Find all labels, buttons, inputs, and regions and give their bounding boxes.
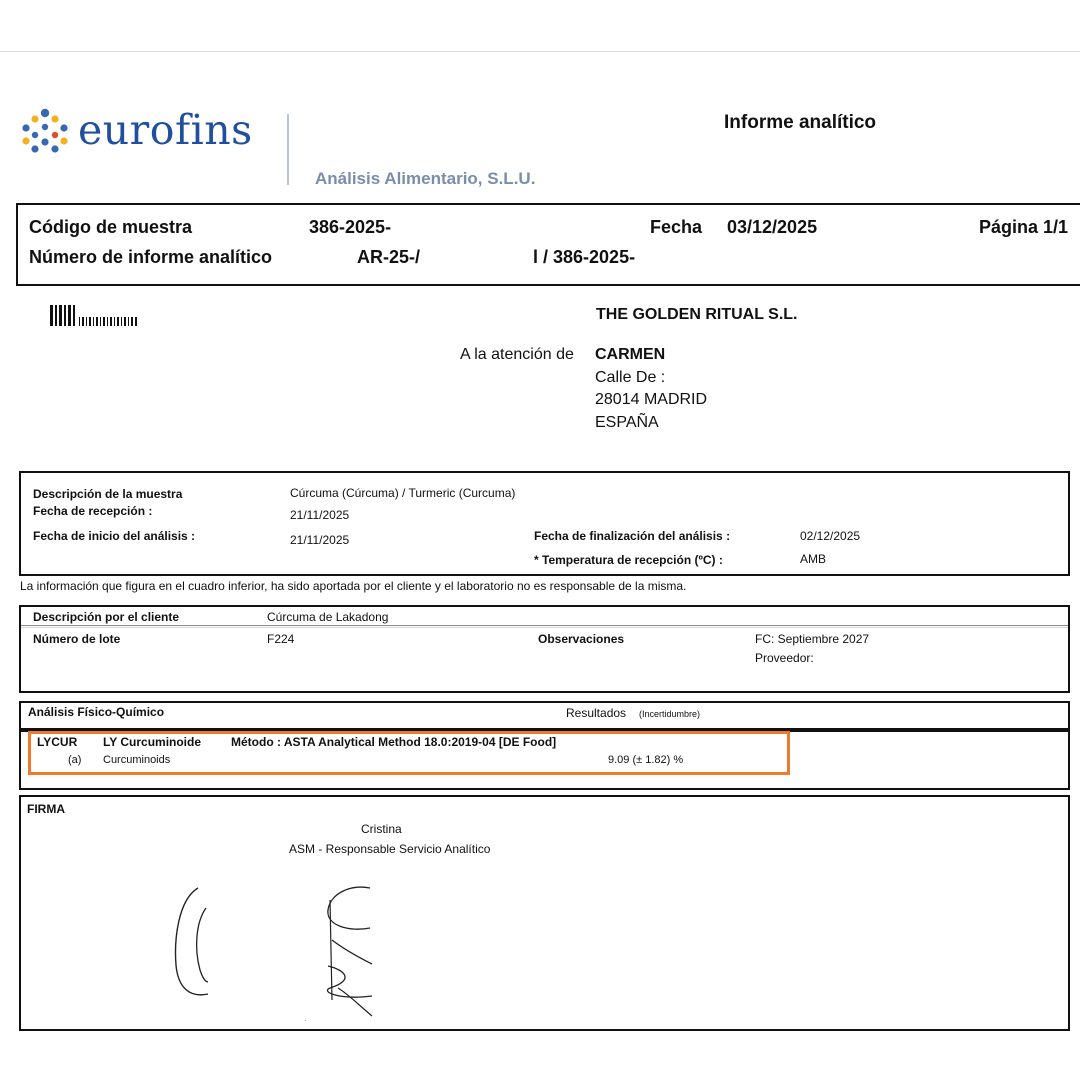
signature-redaction <box>208 870 320 1020</box>
result-row-name: Curcuminoids <box>103 754 171 766</box>
analysis-code: LYCUR <box>37 735 78 749</box>
sample-code-label: Código de muestra <box>29 217 193 237</box>
analysis-end-label: Fecha de finalización del análisis : <box>534 529 731 543</box>
uncertainty-label: (Incertidumbre) <box>639 709 701 719</box>
barcode-icon <box>50 305 140 327</box>
analysis-section-label: Análisis Físico-Químico <box>28 705 165 719</box>
analysis-name: LY Curcuminoide <box>103 735 202 749</box>
reception-date-label: Fecha de recepción : <box>33 504 153 518</box>
lot-number-label: Número de lote <box>33 632 121 646</box>
client-box-divider <box>21 625 1068 626</box>
result-row-marker: (a) <box>68 754 82 766</box>
top-divider <box>0 51 1080 52</box>
reception-temp-label: * Temperatura de recepción (ºC) : <box>534 553 723 567</box>
report-number-part-b: l / 386-2025- <box>533 247 636 267</box>
observations-line-2: Proveedor: <box>755 651 814 665</box>
observations-label: Observaciones <box>538 632 625 646</box>
address-street: Calle De : <box>595 369 666 386</box>
date-value: 03/12/2025 <box>727 217 818 237</box>
analysis-header-box <box>19 701 1070 730</box>
analysis-end-value: 02/12/2025 <box>800 529 861 543</box>
address-country: ESPAÑA <box>595 414 659 431</box>
signature-label: FIRMA <box>27 802 65 816</box>
contact-name: CARMEN <box>595 346 666 363</box>
sample-desc-value: Cúrcuma (Cúrcuma) / Turmeric (Curcuma) <box>290 486 516 500</box>
page-number: Página 1/1 <box>979 217 1069 237</box>
client-info-disclaimer: La información que figura en el cuadro inferior, ha sido aportada por el cliente y el laboratorio no es responsable de la misma. <box>20 579 687 593</box>
sample-code-value: 386-2025- <box>309 217 392 237</box>
client-desc-label: Descripción por el cliente <box>33 610 180 624</box>
client-company: THE GOLDEN RITUAL S.L. <box>596 306 798 323</box>
date-label: Fecha <box>650 217 703 237</box>
logo-separator <box>287 114 289 185</box>
result-row-value: 9.09 (± 1.82) % <box>608 754 684 766</box>
lot-number-value: F224 <box>267 632 295 646</box>
signer-name: Cristina <box>361 822 402 836</box>
eurofins-logo-icon <box>20 108 70 156</box>
logo-text: eurofins <box>78 106 253 154</box>
company-name: Análisis Alimentario, S.L.U. <box>315 169 536 188</box>
identification-box <box>16 203 1080 286</box>
reception-date-value: 21/11/2025 <box>290 508 350 522</box>
attention-label: A la atención de <box>460 346 574 363</box>
report-title: Informe analítico <box>724 112 877 133</box>
signer-role: ASM - Responsable Servicio Analítico <box>289 842 491 856</box>
client-desc-value: Cúrcuma de Lakadong <box>267 610 389 624</box>
analysis-start-label: Fecha de inicio del análisis : <box>33 529 196 543</box>
report-number-part-a: AR-25-/ <box>357 247 421 267</box>
analysis-method: Método : ASTA Analytical Method 18.0:2019-04 [DE Food] <box>231 735 557 749</box>
reception-temp-value: AMB <box>800 552 827 566</box>
address-city: 28014 MADRID <box>595 391 708 408</box>
report-number-label: Número de informe analítico <box>29 247 273 267</box>
client-box-divider-shadow <box>21 627 1068 628</box>
observations-line-1: FC: Septiembre 2027 <box>755 632 870 646</box>
analysis-start-value: 21/11/2025 <box>290 533 350 547</box>
results-label: Resultados <box>566 706 627 720</box>
sample-desc-label: Descripción de la muestra <box>33 487 183 501</box>
